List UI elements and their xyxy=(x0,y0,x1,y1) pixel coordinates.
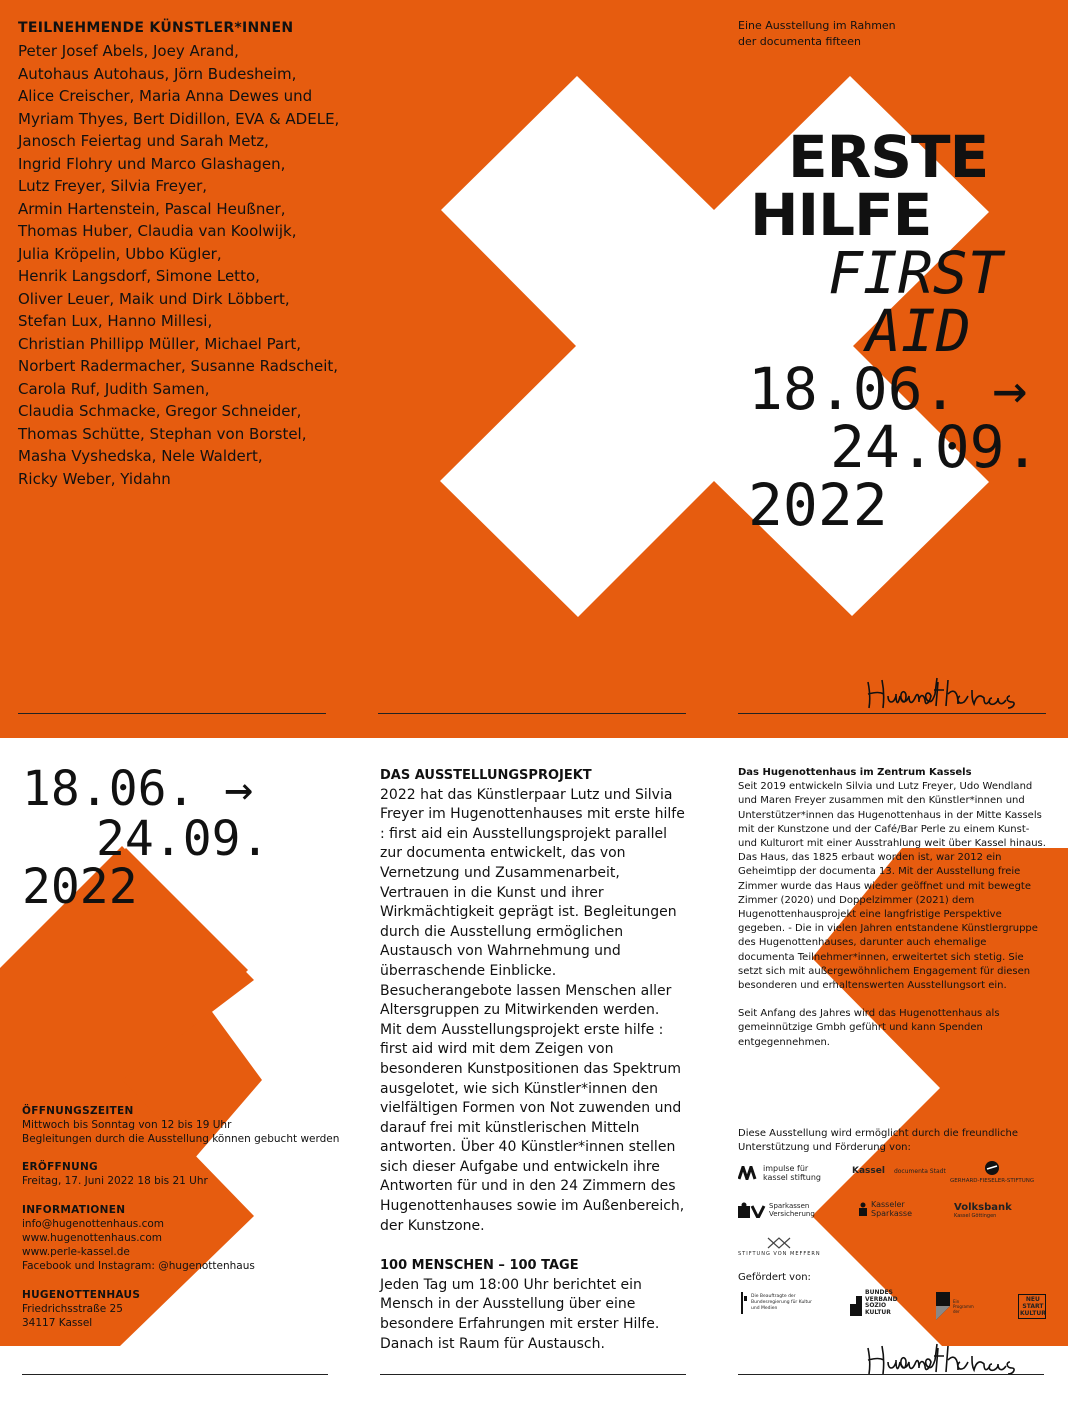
contact-info xyxy=(22,1203,342,1273)
divider xyxy=(22,1374,328,1375)
artist-line: Armin Hartenstein, Pascal Heußner, xyxy=(18,199,286,218)
artist-line: Janosch Feiertag und Sarah Metz, xyxy=(18,132,269,150)
project-column xyxy=(380,766,690,1354)
artist-line: Ricky Weber, Yidahn xyxy=(18,469,171,488)
neustart-kultur-logo: NEU START KULTUR xyxy=(1020,1296,1046,1317)
info-date-end: 24.09. xyxy=(96,811,270,867)
project-paragraph: 2022 hat das Künstlerpaar Lutz und Silvia Freyer im Hugenottenhauses mit erste hilfe : first aid ein Ausstellungsprojekt parallel zur documenta entwickelt, das von Vernetzung und Zusammenarbeit, Vertrauen in die Kunst und ihrer Wirkmächtigkeit geprägt ist. Begleitungen durch die Ausstellung ermöglichen Austausch von Wahrnehmung und überraschende Einblicke. Besucherangebote lassen Menschen aller Altersgruppen zu Mitwirkenden werden. xyxy=(380,786,685,1019)
artist-line: Carola Ruf, Judith Samen, xyxy=(18,379,210,398)
contact-website[interactable]: www.perle-kassel.de xyxy=(22,1246,130,1258)
sponsors-intro: Diese Ausstellung wird ermöglicht durch die freundliche Unterstützung und Förderung von: xyxy=(738,1128,1018,1153)
artist-line: Myriam Thyes, Bert Didillon, EVA & ADELE, xyxy=(18,109,340,128)
artist-line: Thomas Schütte, Stephan von Borstel, xyxy=(18,424,307,443)
bundesverband-logo: BUNDES VERBAND SOZIO KULTUR xyxy=(850,1290,895,1316)
hours-line: Begleitungen durch die Ausstellung können gebucht werden xyxy=(22,1133,340,1145)
crest-icon xyxy=(766,1236,792,1250)
artist-line: Stefan Lux, Hanno Millesi, xyxy=(18,312,213,330)
artist-line: Masha Vyshedska, Nele Waldert, xyxy=(18,447,263,465)
address xyxy=(22,1288,342,1330)
artist-line: Julia Kröpelin, Ubbo Kügler, xyxy=(18,244,222,263)
title-first: FIRST xyxy=(828,239,1003,307)
date-year: 2022 xyxy=(748,471,888,539)
divider xyxy=(738,1374,1044,1375)
sparkassen-versicherung-logo: Sparkassen Versicherung xyxy=(738,1202,815,1218)
hours-line: Mittwoch bis Sonntag von 12 bis 19 Uhr xyxy=(22,1119,232,1131)
opening-hours xyxy=(22,1104,342,1146)
kasseler-sparkasse-logo: Kasseler Sparkasse xyxy=(858,1200,917,1218)
volksbank-logo: Volksbank Kassel Göttingen xyxy=(954,1202,1012,1219)
project-paragraph: Mit dem Ausstellungsprojekt erste hilfe : first aid wird mit dem Zeigen von besonderen Kunstpositionen das Spektrum ausgelotet, wie sich Künstler*innen den vielfältigen Formen von Not zuwenden und darauf frei mit künstlerischen Mitteln antworten. Über 40 Künstler*innen stellen sich dieser Aufgabe und entwickeln ihre Antworten für und in den 24 Zimmern des Hugenottenhauses sowie im Außenbereich, der Kunstzone. xyxy=(380,1021,685,1234)
address-line: Friedrichsstraße 25 xyxy=(22,1303,123,1315)
project-heading-2: 100 MENSCHEN – 100 TAGE xyxy=(380,1258,579,1274)
steps-icon xyxy=(850,1290,862,1316)
hours-heading: ÖFFNUNGSZEITEN xyxy=(22,1105,134,1117)
neustart-triangle-icon xyxy=(936,1292,950,1320)
artist-line: Ingrid Flohry und Marco Glashagen, xyxy=(18,154,286,173)
artist-line: Peter Josef Abels, Joey Arand, xyxy=(18,42,239,60)
house-paragraph: Seit Anfang des Jahres wird das Hugenottenhaus als gemeinnützige Gmbh geführt und kann Spenden entgegennehmen. xyxy=(738,1008,1000,1048)
info-date-start: 18.06. → xyxy=(22,761,254,817)
info-date-year: 2022 xyxy=(22,859,138,915)
context-line: Eine Ausstellung im Rahmen xyxy=(738,19,896,32)
bird-icon xyxy=(984,1160,1000,1176)
kassel-logo: Kassel documenta Stadt xyxy=(852,1166,946,1176)
artist-line: Thomas Huber, Claudia van Koolwijk, xyxy=(18,222,297,240)
artist-line: Claudia Schmacke, Gregor Schneider, xyxy=(18,402,302,420)
project-paragraph: Jeden Tag um 18:00 Uhr berichtet ein Mensch in der Ausstellung über eine besondere Erfahrungen mit erster Hilfe. Danach ist Raum für Austausch. xyxy=(380,1276,660,1352)
contact-website[interactable]: www.hugenottenhaus.com xyxy=(22,1232,162,1244)
artist-line: Alice Creischer, Maria Anna Dewes und xyxy=(18,87,313,105)
address-line: 34117 Kassel xyxy=(22,1317,93,1329)
artist-line: Oliver Leuer, Maik und Dirk Löbbert, xyxy=(18,289,290,308)
context-line: der documenta fifteen xyxy=(738,35,861,48)
gerhard-fieseler-logo: GERHARD-FIESELER-STIFTUNG xyxy=(950,1160,1034,1184)
house-column xyxy=(738,766,1046,1050)
contact-social: Facebook und Instagram: @hugenottenhaus xyxy=(22,1260,255,1272)
opening-event xyxy=(22,1160,342,1188)
house-paragraph: Seit 2019 entwickeln Silvia und Lutz Freyer, Udo Wendland und Maren Freyer zusammen mit den Künstler*innen und Unterstützer*innen das Hugenottenhaus in der Mitte Kassels mit der Kunstzone und der Café/Bar Perle zu einem Kunst- und Kulturort mit einer Ausstrahlung weit über Kassel hinaus. Das Haus, das 1825 erbaut worden ist, war 2012 ein Geheimtipp der documenta 13. Mit der Ausstellung freie Zimmer wurde das Haus wieder geöffnet und mit bewegte Zimmer (2020) und Doppelzimmer (2021) dem Hugenottenhausprojekt eine langfristige Perspektive gegeben. - Die in vielen Jahren entstandene Künstlergruppe des Hugenottenhauses, darunter auch ehemalige documenta Teilnehmer*innen, erweitertet sich stetig. Sie setzt sich mit außergewöhnlichem Engagement für diesen besonderen und erhaltenswerten Ausstellungsort ein. xyxy=(738,781,1046,992)
opening-heading: ERÖFFNUNG xyxy=(22,1161,98,1173)
artist-line: Autohaus Autohaus, Jörn Budesheim, xyxy=(18,64,297,83)
contact-heading: INFORMATIONEN xyxy=(22,1204,126,1216)
impulse-icon xyxy=(738,1166,760,1180)
artist-line: Norbert Radermacher, Susanne Radscheit, xyxy=(18,357,339,375)
date-start: 18.06. → xyxy=(748,355,1028,423)
artist-line: Henrik Langsdorf, Simone Letto, xyxy=(18,267,260,285)
neustart-programm-logo: Ein Programm der xyxy=(936,1292,981,1320)
divider xyxy=(380,1374,686,1375)
stiftung-logo: STIFTUNG VON MEFFERN xyxy=(738,1236,821,1257)
sparkasse-icon xyxy=(738,1202,766,1218)
bkm-logo: Die Beauftragte der Bundesregierung für Kultur und Medien xyxy=(738,1292,815,1314)
date-end: 24.09. xyxy=(830,413,1040,481)
sparkasse-s-icon xyxy=(858,1202,868,1216)
opening-line: Freitag, 17. Juni 2022 18 bis 21 Uhr xyxy=(22,1175,208,1187)
impulse-logo: impulse für kassel stiftung xyxy=(738,1164,833,1182)
artists-heading: TEILNEHMENDE KÜNSTLER*INNEN xyxy=(18,20,294,36)
artist-line: Lutz Freyer, Silvia Freyer, xyxy=(18,177,208,195)
eagle-icon xyxy=(738,1292,748,1314)
address-heading: HUGENOTTENHAUS xyxy=(22,1289,141,1301)
title-erste: ERSTE xyxy=(788,123,989,191)
project-heading: DAS AUSSTELLUNGSPROJEKT xyxy=(380,768,592,783)
title-aid: AID xyxy=(866,297,971,365)
funded-label: Gefördert von: xyxy=(738,1272,811,1283)
contact-email[interactable]: info@hugenottenhaus.com xyxy=(22,1218,165,1230)
house-heading: Das Hugenottenhaus im Zentrum Kassels xyxy=(738,767,972,778)
artist-line: Christian Phillipp Müller, Michael Part, xyxy=(18,334,301,353)
title-hilfe: HILFE xyxy=(750,181,932,249)
